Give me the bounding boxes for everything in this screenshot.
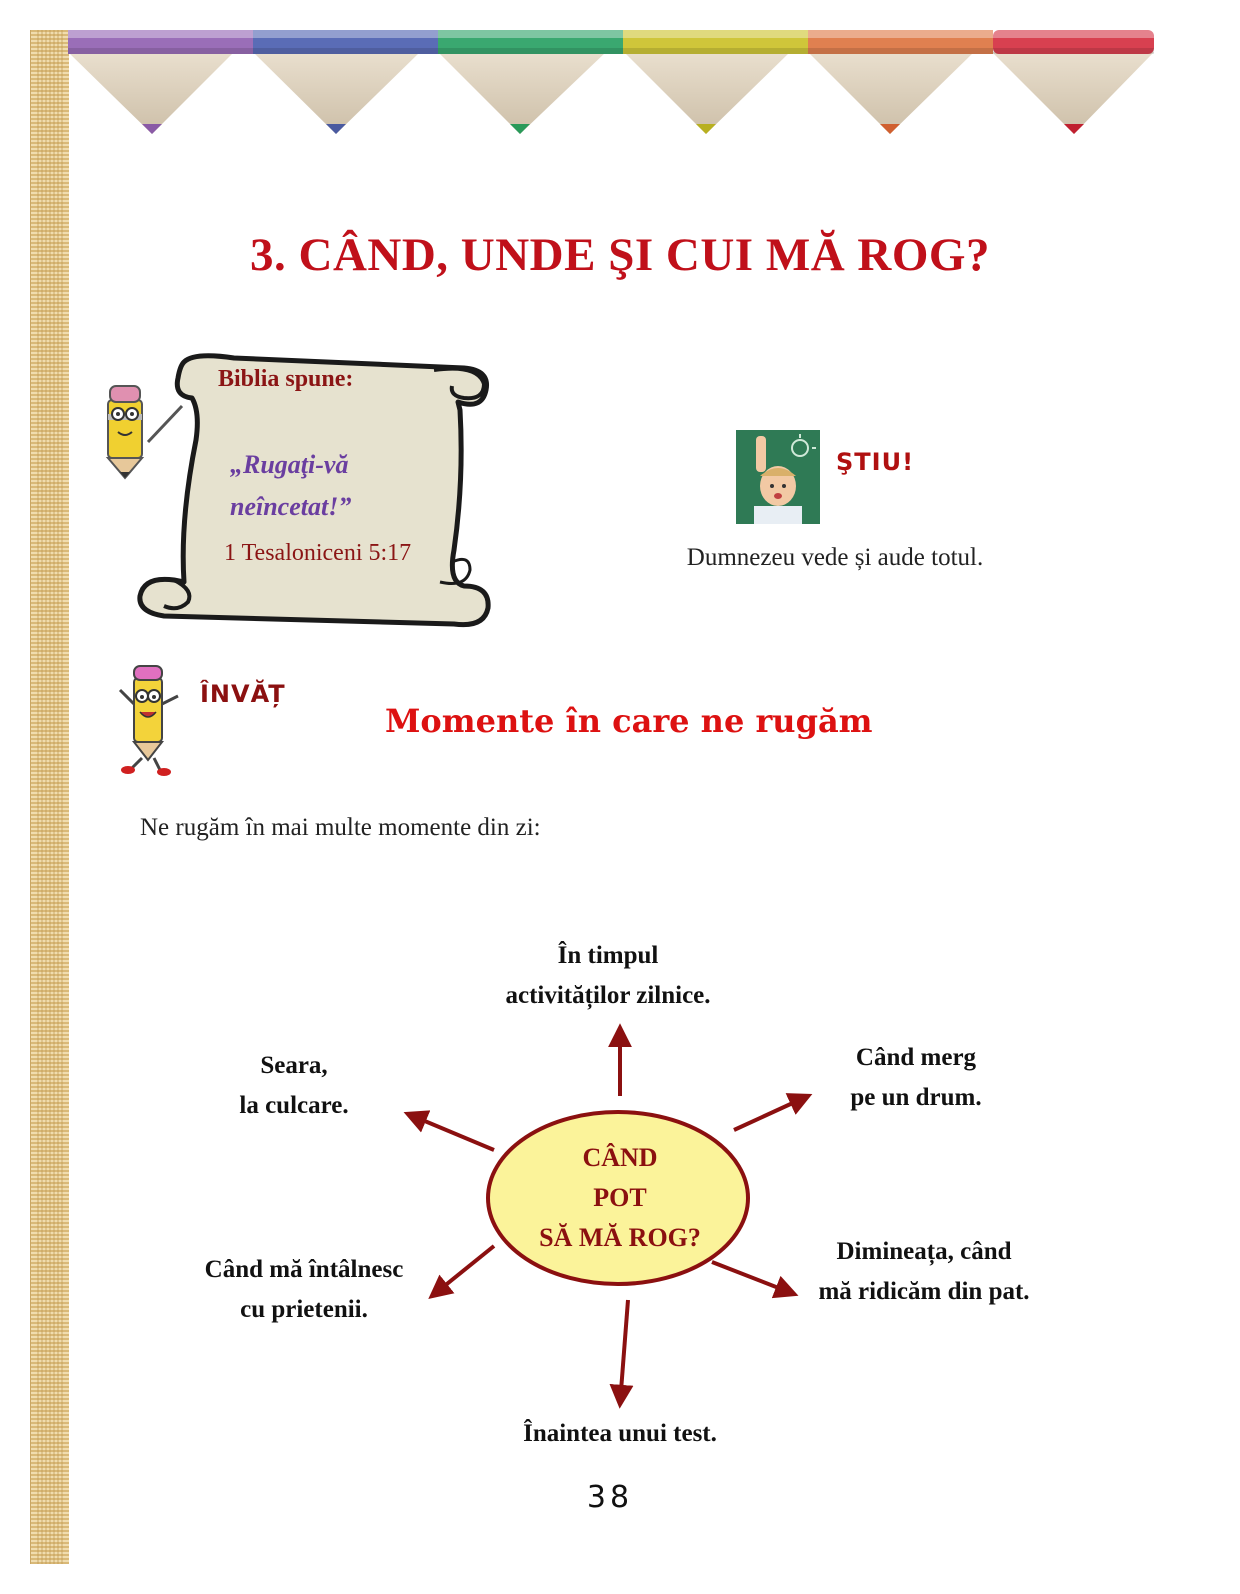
node-line: Când mă întâlnesc xyxy=(204,1256,404,1283)
center-line: SĂ MĂ ROG? xyxy=(539,1223,701,1252)
moment-daily-activities xyxy=(458,936,758,1016)
diagram-center-label xyxy=(520,1138,720,1258)
center-line: POT xyxy=(593,1183,647,1212)
bible-verse-line: „Rugaţi-vă xyxy=(230,450,349,479)
moment-before-test xyxy=(480,1414,760,1454)
intro-text: Ne rugăm în mai multe momente din zi: xyxy=(140,814,541,841)
node-line: activităților zilnice. xyxy=(505,982,711,1009)
node-line: cu prietenii. xyxy=(240,1296,368,1323)
arrow-right xyxy=(712,1262,794,1294)
node-line: Dimineața, când xyxy=(836,1238,1012,1265)
page-title: 3. CÂND, UNDE ŞI CUI MĂ ROG? xyxy=(250,229,990,281)
arrow-bottom xyxy=(620,1300,628,1404)
node-line: la culcare. xyxy=(239,1092,349,1119)
node-line: pe un drum. xyxy=(850,1084,982,1111)
moment-morning xyxy=(786,1232,1062,1312)
node-line: Seara, xyxy=(260,1052,328,1079)
node-line: În timpul xyxy=(557,942,659,969)
arrow-left-bottom xyxy=(432,1246,494,1296)
center-line: CÂND xyxy=(582,1143,658,1172)
stiu-text: Dumnezeu vede și aude totul. xyxy=(686,544,984,571)
stiu-label: ŞTIU! xyxy=(836,448,915,476)
bible-reference: 1 Tesaloniceni 5:17 xyxy=(224,540,412,566)
invat-label: ÎNVĂȚ xyxy=(200,680,286,708)
bible-verse-line: neîncetat!” xyxy=(230,492,352,521)
page-number: 38 xyxy=(586,1480,634,1515)
moment-evening xyxy=(204,1046,384,1126)
bible-box-heading: Biblia spune: xyxy=(218,366,354,392)
arrow-left-top xyxy=(408,1114,494,1150)
section-subtitle: Momente în care ne rugăm xyxy=(385,702,873,740)
node-line: Înaintea unui test. xyxy=(523,1420,717,1447)
moment-on-the-road xyxy=(806,1038,1026,1118)
node-line: mă ridicăm din pat. xyxy=(818,1278,1030,1305)
arrow-top-right xyxy=(734,1096,808,1130)
node-line: Când merg xyxy=(855,1044,977,1071)
moment-meeting-friends xyxy=(174,1250,434,1330)
